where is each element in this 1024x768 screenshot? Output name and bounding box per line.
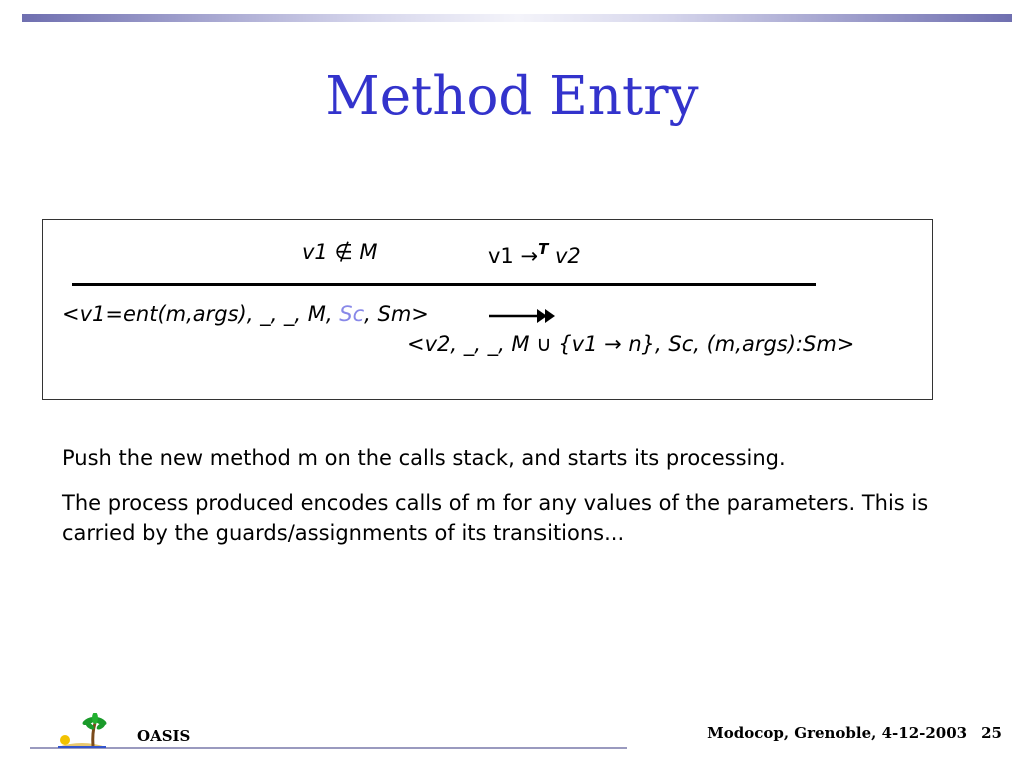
double-head-arrow-icon: [487, 305, 559, 327]
paragraph-1: Push the new method m on the calls stack, and starts its processing.: [62, 446, 786, 470]
conclusion-sc: Sc: [339, 302, 365, 326]
premise-right-sup: T: [538, 240, 549, 258]
premise-left: v1 ∉ M: [302, 240, 378, 264]
rule-fraction-line: [72, 283, 816, 286]
top-decorative-bar: [22, 14, 1012, 22]
footer-org: OASIS: [137, 727, 191, 745]
paragraph-2: The process produced encodes calls of m for any values of the parameters. This is carried by the guards/assignments of its transitions...: [62, 491, 929, 545]
footer-event: Modocop, Grenoble, 4-12-2003: [707, 724, 968, 742]
conclusion-part-a: <v1=ent(m,args), _, _, M,: [62, 302, 340, 326]
oasis-palm-logo-icon: [56, 713, 108, 751]
conclusion-line-2: <v2, _, _, M ∪ {v1 → n}, Sc, (m,args):Sm>: [407, 332, 855, 356]
conclusion-part-b: , Sm>: [364, 302, 429, 326]
footer-info: [707, 724, 1002, 742]
premise-right-prefix: v1 →: [488, 244, 539, 268]
slide-title: Method Entry: [325, 66, 699, 127]
footer-divider: [30, 747, 627, 749]
page-number: 25: [981, 724, 1002, 742]
conclusion-line-1: [62, 302, 429, 326]
premise-right: [488, 240, 581, 268]
premise-right-suffix: v2: [548, 244, 581, 268]
